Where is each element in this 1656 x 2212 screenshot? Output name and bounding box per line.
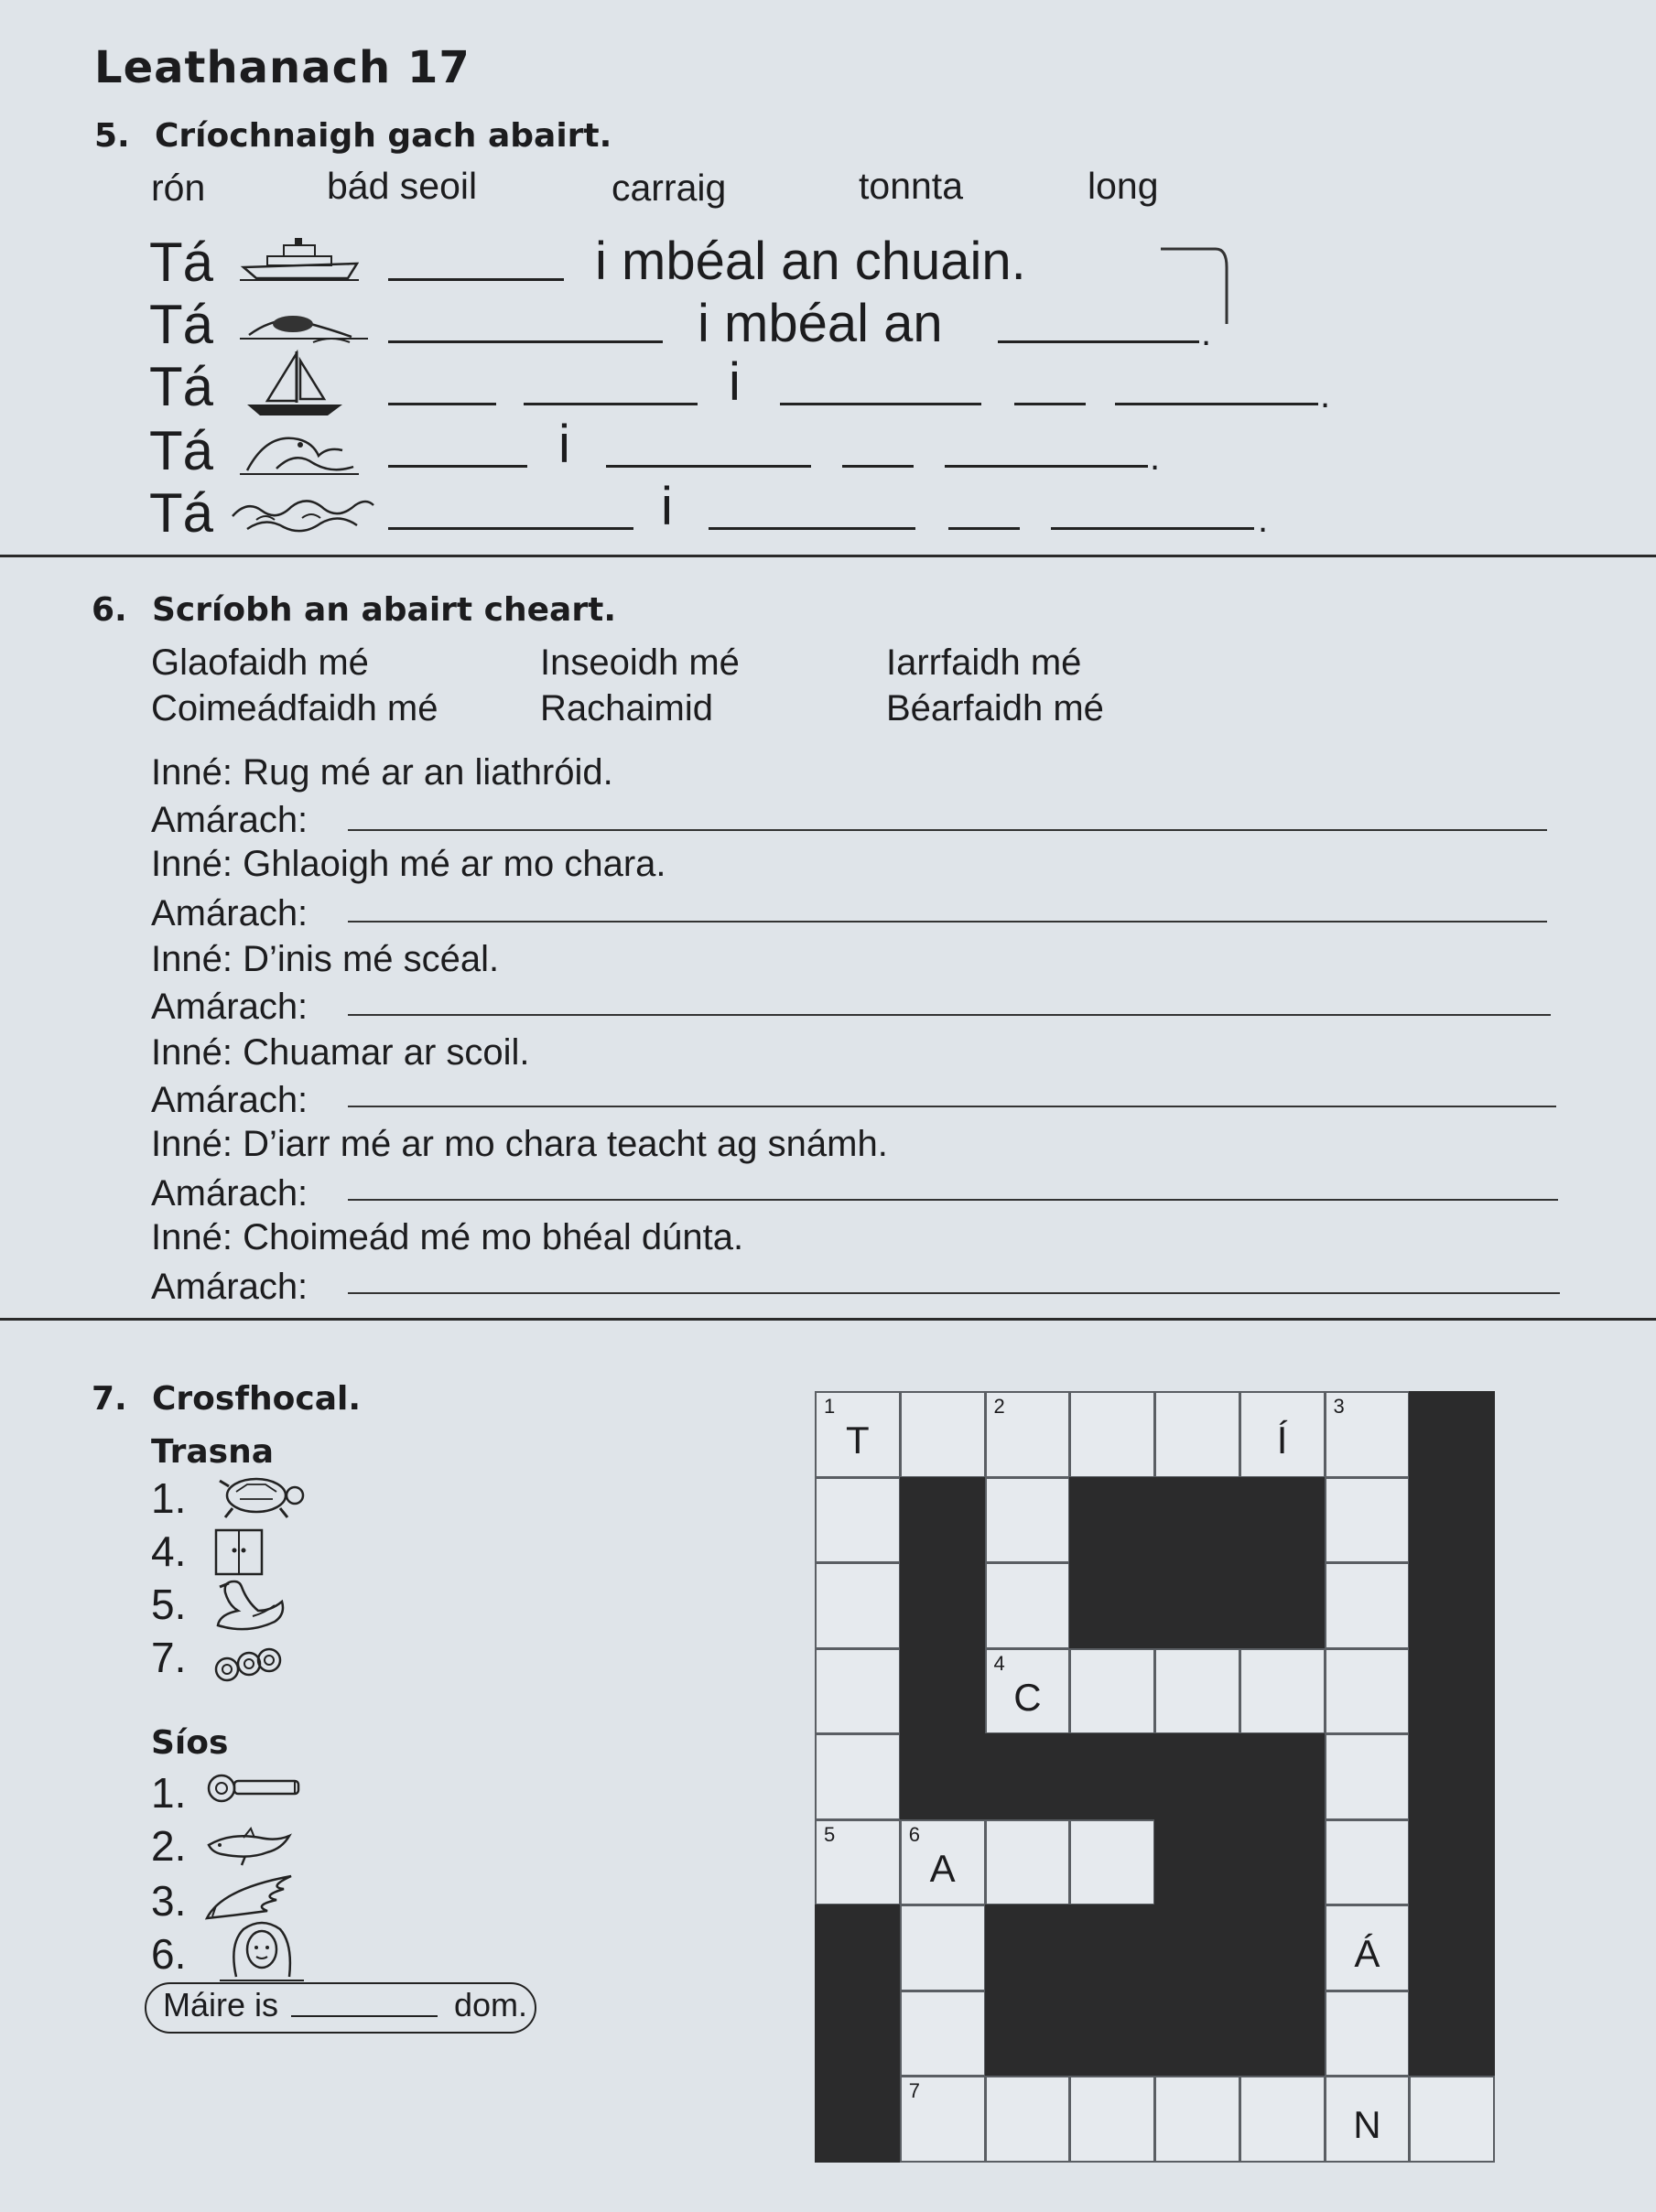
cupboard-icon — [212, 1527, 267, 1578]
ship-icon — [240, 236, 359, 282]
crossword-black-cell — [1239, 1904, 1326, 1991]
q7-heading — [92, 1380, 361, 1418]
answer-line[interactable] — [348, 1106, 1556, 1107]
q5-row-start: Tá — [149, 356, 214, 417]
q6-number: 6. — [92, 591, 127, 629]
answer-line[interactable] — [348, 1014, 1551, 1016]
crossword-black-cell — [1409, 1819, 1495, 1906]
clue6-text-left: Máire is — [163, 1986, 279, 2023]
crossword-cell[interactable] — [900, 1904, 986, 1991]
snails-icon — [211, 1644, 286, 1684]
crossword-cell[interactable] — [1325, 2076, 1411, 2163]
q5-number: 5. — [94, 117, 130, 155]
crossword-black-cell — [1069, 1562, 1155, 1649]
crossword-black-cell — [900, 1477, 986, 1564]
q5-instruction: Críochnaigh gach abairt. — [155, 117, 612, 155]
crossword-cell[interactable] — [1239, 1648, 1326, 1735]
cell-letter: Á — [1354, 1932, 1380, 1976]
crossword-black-cell — [1409, 1562, 1495, 1649]
yesterday-sentence: Inné: Rug mé ar an liathróid. — [151, 752, 613, 793]
clue6-text-right: dom. — [454, 1986, 528, 2023]
tomorrow-label: Amárach: — [151, 1173, 308, 1214]
crossword-black-cell — [900, 1562, 986, 1649]
crossword-black-cell — [1239, 1733, 1326, 1820]
answer-blank[interactable] — [291, 2015, 438, 2017]
crossword-cell[interactable] — [1325, 1991, 1411, 2077]
q5-row-text: i — [558, 415, 570, 474]
crossword-black-cell — [1154, 1477, 1240, 1564]
crossword-black-cell — [1069, 1904, 1155, 1991]
clue-number: 6. — [151, 1930, 187, 1978]
cell-number: 5 — [824, 1822, 836, 1846]
q5-row-text: i — [729, 352, 741, 412]
verb-option: Rachaimid — [540, 688, 713, 728]
crossword-cell[interactable] — [815, 1648, 901, 1735]
answer-blank[interactable] — [388, 278, 564, 281]
verb-option: Glaofaidh mé — [151, 642, 369, 683]
answer-blank[interactable] — [388, 527, 633, 530]
answer-line[interactable] — [348, 921, 1547, 923]
q6-heading — [92, 591, 616, 629]
q5-row-start: Tá — [149, 420, 214, 481]
swan-icon — [211, 1574, 287, 1638]
cell-number: 1 — [824, 1395, 836, 1418]
section-divider — [0, 555, 1656, 557]
crossword-cell[interactable] — [815, 1733, 901, 1820]
crossword-black-cell — [1069, 1477, 1155, 1564]
crossword-cell[interactable] — [900, 2076, 986, 2163]
crossword-black-cell — [815, 1991, 901, 2077]
answer-blank[interactable] — [606, 465, 811, 468]
answer-blank[interactable] — [388, 340, 663, 343]
clue-number: 7. — [151, 1634, 187, 1681]
answer-blank[interactable] — [945, 465, 1148, 468]
clue-number: 4. — [151, 1527, 187, 1575]
crossword-cell[interactable] — [815, 1562, 901, 1649]
flute-icon — [203, 1770, 306, 1807]
crossword-cell[interactable] — [985, 1562, 1071, 1649]
full-stop: . — [1201, 313, 1212, 353]
crossword-cell[interactable] — [815, 1477, 901, 1564]
crossword-cell[interactable] — [1325, 1477, 1411, 1564]
crossword-cell[interactable] — [815, 1819, 901, 1906]
crossword-cell[interactable] — [1154, 2076, 1240, 2163]
cell-number: 3 — [1333, 1395, 1345, 1418]
q6-instruction: Scríobh an abairt cheart. — [152, 591, 616, 629]
crossword-cell[interactable] — [985, 1648, 1071, 1735]
crossword-cell[interactable] — [1069, 1819, 1155, 1906]
answer-line[interactable] — [348, 1199, 1558, 1201]
crossword-black-cell — [1154, 1904, 1240, 1991]
tomorrow-label: Amárach: — [151, 893, 308, 933]
crossword-black-cell — [1239, 1477, 1326, 1564]
cell-number: 7 — [908, 2079, 920, 2103]
answer-blank[interactable] — [1051, 527, 1254, 530]
page-title: Leathanach 17 — [94, 42, 471, 93]
seal-on-rock-icon — [240, 302, 368, 346]
answer-blank[interactable] — [780, 403, 981, 405]
yesterday-sentence: Inné: Chuamar ar scoil. — [151, 1032, 530, 1073]
crossword-cell[interactable] — [985, 2076, 1071, 2163]
answer-blank[interactable] — [948, 527, 1020, 530]
verb-option: Inseoidh mé — [540, 642, 740, 683]
crossword-cell[interactable] — [1325, 1391, 1411, 1478]
crossword-cell[interactable] — [900, 1391, 986, 1478]
turtle-icon — [212, 1472, 308, 1523]
crossword-black-cell — [1409, 1991, 1495, 2077]
answer-blank[interactable] — [388, 465, 527, 468]
crossword-black-cell — [815, 1904, 901, 1991]
full-stop: . — [1258, 500, 1269, 540]
crossword-black-cell — [985, 1733, 1071, 1820]
answer-blank[interactable] — [1115, 403, 1318, 405]
crossword-cell[interactable] — [1069, 1391, 1155, 1478]
crossword-black-cell — [1409, 1904, 1495, 1991]
crossword-grid — [815, 1391, 1494, 2162]
q5-row-text: i mbéal an chuain. — [595, 232, 1026, 291]
crossword-black-cell — [1154, 1991, 1240, 2077]
full-stop: . — [1320, 375, 1331, 415]
crossword-cell[interactable] — [1325, 1562, 1411, 1649]
crossword-cell[interactable] — [1325, 1733, 1411, 1820]
yesterday-sentence: Inné: Choimeád mé mo bhéal dúnta. — [151, 1217, 744, 1257]
sailboat-icon — [240, 348, 350, 419]
cell-letter: N — [1353, 2103, 1381, 2147]
word-bank-item: long — [1088, 165, 1159, 207]
crossword-cell[interactable] — [1154, 1648, 1240, 1735]
yesterday-sentence: Inné: D’inis mé scéal. — [151, 939, 500, 979]
cell-number: 6 — [908, 1822, 920, 1846]
crossword-cell[interactable] — [900, 1991, 986, 2077]
crossword-black-cell — [985, 1991, 1071, 2077]
crossword-black-cell — [1409, 1648, 1495, 1735]
answer-blank[interactable] — [388, 403, 496, 405]
crossword-black-cell — [1239, 1991, 1326, 2077]
crossword-cell[interactable] — [1325, 1648, 1411, 1735]
crossword-cell[interactable] — [1069, 2076, 1155, 2163]
girl-icon — [216, 1916, 308, 1982]
q5-row-start: Tá — [149, 232, 214, 293]
q7-number: 7. — [92, 1380, 127, 1418]
answer-blank[interactable] — [709, 527, 915, 530]
crossword-black-cell — [1409, 1733, 1495, 1820]
crossword-black-cell — [1154, 1733, 1240, 1820]
crossword-cell[interactable] — [1325, 1904, 1411, 1991]
cell-number: 2 — [993, 1395, 1005, 1418]
crossword-black-cell — [1069, 1733, 1155, 1820]
q7-instruction: Crosfhocal. — [152, 1380, 362, 1418]
tomorrow-label: Amárach: — [151, 987, 308, 1027]
dolphin-icon — [203, 1827, 295, 1869]
clue-number: 5. — [151, 1581, 187, 1628]
crossword-black-cell — [815, 2076, 901, 2163]
down-heading: Síos — [151, 1724, 229, 1762]
across-heading: Trasna — [151, 1433, 274, 1471]
crossword-black-cell — [1409, 1391, 1495, 1478]
crossword-black-cell — [1409, 1477, 1495, 1564]
yesterday-sentence: Inné: Ghlaoigh mé ar mo chara. — [151, 844, 666, 884]
crossword-black-cell — [1239, 1562, 1326, 1649]
yesterday-sentence: Inné: D’iarr mé ar mo chara teacht ag snámh. — [151, 1124, 888, 1164]
clue-number: 3. — [151, 1877, 187, 1925]
cell-letter: A — [929, 1846, 956, 1890]
crossword-black-cell — [1239, 1819, 1326, 1906]
crossword-cell[interactable] — [985, 1819, 1071, 1906]
q5-row-start: Tá — [149, 482, 214, 544]
crossword-cell[interactable] — [1325, 1819, 1411, 1906]
tomorrow-label: Amárach: — [151, 1080, 308, 1120]
bracket-line-icon — [1161, 212, 1234, 340]
waves-icon — [229, 492, 375, 538]
crossword-cell[interactable] — [985, 1391, 1071, 1478]
crossword-black-cell — [900, 1648, 986, 1735]
section-divider — [0, 1318, 1656, 1321]
answer-blank[interactable] — [524, 403, 698, 405]
answer-blank[interactable] — [1014, 403, 1086, 405]
answer-line[interactable] — [348, 829, 1547, 831]
word-bank-item: carraig — [612, 167, 727, 209]
crossword-cell[interactable] — [1239, 2076, 1326, 2163]
crossword-black-cell — [985, 1904, 1071, 1991]
crossword-black-cell — [1154, 1562, 1240, 1649]
word-bank-item: rón — [151, 167, 206, 209]
crossword-cell[interactable] — [1409, 2076, 1495, 2163]
crossword-cell[interactable] — [815, 1391, 901, 1478]
q5-row-start: Tá — [149, 294, 214, 355]
q5-row-text: i mbéal an — [698, 294, 943, 353]
crossword-black-cell — [1069, 1991, 1155, 2077]
full-stop: . — [1150, 437, 1161, 478]
q5-heading — [94, 117, 612, 155]
cell-letter: T — [846, 1419, 870, 1462]
crossword-black-cell — [900, 1733, 986, 1820]
answer-blank[interactable] — [998, 340, 1199, 343]
clue-number: 1. — [151, 1769, 187, 1817]
q5-row-text: i — [661, 477, 673, 536]
verb-option: Iarrfaidh mé — [886, 642, 1082, 683]
verb-option: Béarfaidh mé — [886, 688, 1104, 728]
tomorrow-label: Amárach: — [151, 1267, 308, 1307]
crossword-cell[interactable] — [900, 1819, 986, 1906]
word-bank-item: tonnta — [859, 165, 963, 207]
clue-number: 2. — [151, 1822, 187, 1870]
crossword-cell[interactable] — [985, 1477, 1071, 1564]
crossword-black-cell — [1154, 1819, 1240, 1906]
verb-option: Coimeádfaidh mé — [151, 688, 438, 728]
answer-blank[interactable] — [842, 465, 914, 468]
crossword-cell[interactable] — [1154, 1391, 1240, 1478]
tomorrow-label: Amárach: — [151, 800, 308, 840]
crossword-cell[interactable] — [1069, 1648, 1155, 1735]
word-bank-item: bád seoil — [327, 165, 478, 207]
seagull-icon — [240, 423, 359, 478]
cell-letter: Í — [1276, 1419, 1288, 1462]
crossword-cell[interactable] — [1239, 1391, 1326, 1478]
cell-number: 4 — [993, 1651, 1005, 1675]
cell-letter: C — [1013, 1675, 1042, 1719]
wing-icon — [203, 1871, 295, 1922]
clue-number: 1. — [151, 1474, 187, 1522]
answer-line[interactable] — [348, 1292, 1560, 1294]
